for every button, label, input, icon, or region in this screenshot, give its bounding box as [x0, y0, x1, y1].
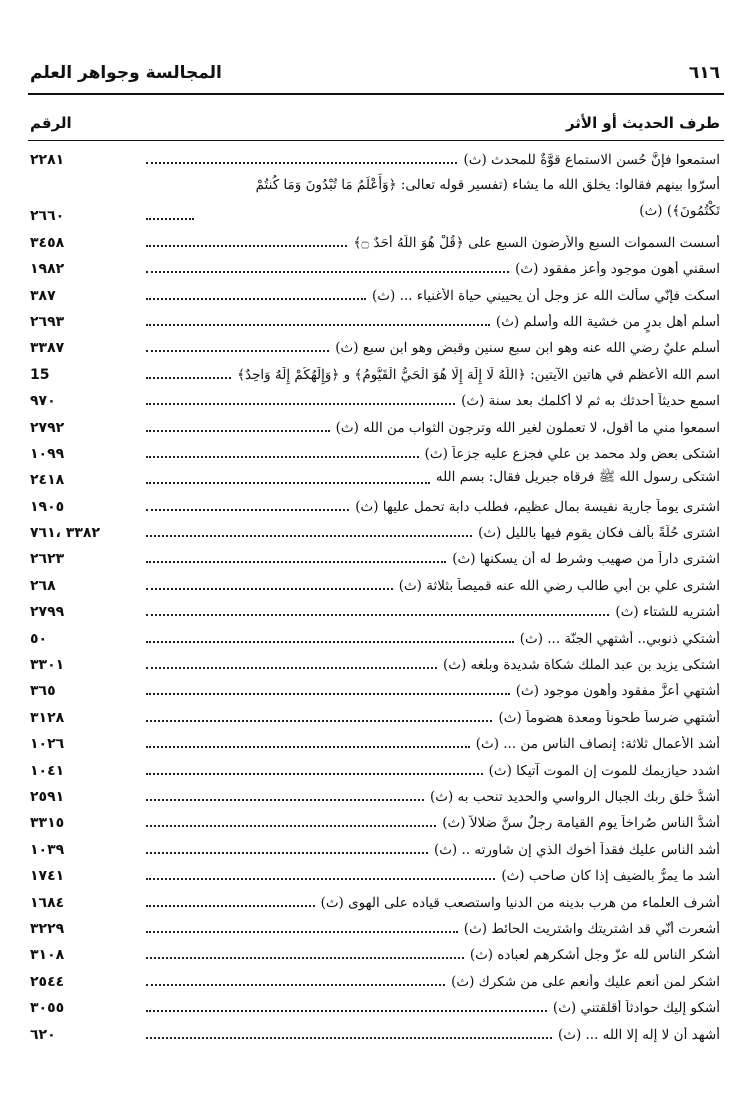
dot-leader — [146, 852, 428, 854]
index-entry — [30, 730, 720, 756]
dot-leader — [146, 614, 609, 616]
index-entry — [30, 809, 720, 835]
index-entry — [30, 308, 720, 334]
entry-text: اسقني أهون موجود وأعز مفقود (ث) — [515, 261, 720, 278]
entry-text: استمعوا فإنَّ حُسن الاستماع قوَّةٌ للمحدث (ث) — [463, 152, 720, 169]
entry-number: ١٩٠٥ — [30, 498, 65, 515]
entry-number: ٣٣٨٧ — [30, 340, 65, 357]
entry-number: ٣٣١٥ — [30, 815, 65, 832]
entry-number: ١٦٨٤ — [30, 894, 65, 911]
index-entry — [30, 387, 720, 413]
dot-leader — [146, 509, 349, 511]
index-entry — [30, 360, 720, 386]
dot-leader — [146, 667, 437, 669]
dot-leader — [146, 1037, 552, 1039]
index-entry — [30, 334, 720, 360]
dot-leader — [146, 1010, 547, 1012]
dot-leader — [146, 456, 419, 458]
dot-leader — [146, 957, 464, 959]
entry-number: ٦٢٠ — [30, 1026, 56, 1043]
entry-text: اشدد حيازيمك للموت إن الموت آتيكا (ث) — [488, 762, 720, 779]
entry-text: أشدُّ الناس صُراخاً يوم القيامة رجلٌ سنَّ ضلالاً (ث) — [442, 815, 720, 832]
entry-number: ٢٥٤٤ — [30, 973, 65, 990]
index-entry — [30, 994, 720, 1020]
dot-leader — [146, 535, 472, 537]
entry-text: اشترى حُلَّةً بألف فكان يقوم فيها بالليل (ث) — [478, 525, 720, 542]
entry-number: ٣٤٥٨ — [30, 234, 65, 251]
entry-text: أشد الأعمال ثلاثة: إنصاف الناس من ... (ث) — [475, 736, 720, 753]
index-entry — [30, 545, 720, 571]
dot-leader — [146, 245, 347, 247]
dot-leader — [146, 984, 445, 986]
dot-leader — [146, 271, 509, 273]
entry-text: اشتكى رسول الله ﷺ فرقاه جبريل فقال: بسم الله — [435, 469, 720, 486]
index-entry — [30, 413, 720, 439]
dot-leader — [146, 162, 457, 164]
entry-number: 15 — [30, 366, 50, 383]
column-number-label: الرقم — [30, 114, 72, 132]
entry-number: ٢٦٩٣ — [30, 313, 65, 330]
index-entry — [30, 146, 720, 172]
entry-number: ٣١٢٨ — [30, 709, 65, 726]
entry-text: أشعرت أنّي قد اشتريتك واشتريت الحائط (ث) — [463, 920, 720, 937]
entry-number: ٢٢٨١ — [30, 152, 65, 169]
dot-leader — [146, 430, 330, 432]
dot-leader — [146, 825, 436, 827]
index-entry — [30, 624, 720, 650]
index-entry — [30, 228, 720, 254]
dot-leader — [146, 561, 446, 563]
entry-text: أشكو إليك حوادثاً أقلقتني (ث) — [552, 1000, 720, 1017]
entry-text: اشترى علي بن أبي طالب رضي الله عنه قميصاً بثلاثة (ث) — [398, 577, 720, 594]
dot-leader — [146, 377, 231, 379]
entry-number: ٥٠ — [30, 630, 48, 647]
index-entry — [30, 651, 720, 677]
index-entry — [30, 756, 720, 782]
entry-number: ١٠٤١ — [30, 762, 65, 779]
dot-leader — [146, 588, 393, 590]
index-entry — [30, 281, 720, 307]
index-entry — [30, 492, 720, 518]
entry-number: ١٠٢٦ — [30, 736, 65, 753]
index-entries — [30, 146, 720, 1047]
column-rule — [28, 140, 724, 141]
entry-text: أشد الناس عليك فقداً أخوك الذي إن شاورته .. (ث) — [433, 841, 720, 858]
dot-leader — [146, 403, 455, 405]
entry-text: اسكت فإنّي سألت الله عز وجل أن يحييني حياة الأغنياء ... (ث) — [372, 287, 720, 304]
entry-number: ٣٣٠١ — [30, 657, 65, 674]
dot-leader — [146, 799, 424, 801]
entry-text: أُسست السموات السبع والأرضون السبع على ﴿قُلْ هُوَ اللَّهُ أَحَدٌ ۝﴾ — [353, 234, 720, 251]
index-entry — [30, 941, 720, 967]
entry-number: ٣١٠٨ — [30, 947, 65, 964]
index-entry — [30, 1020, 720, 1046]
entry-number: ٣٣٨٢ ،٧٦١ — [30, 525, 101, 542]
dot-leader — [146, 482, 430, 484]
index-entry — [30, 519, 720, 545]
index-entry — [30, 172, 720, 228]
book-title: المجالسة وجواهر العلم — [30, 63, 222, 83]
entry-text: أشدُّ خلق ربك الجبال الرواسي والحديد تنحب به (ث) — [430, 788, 720, 805]
index-entry — [30, 835, 720, 861]
entry-number: ٣٦٥ — [30, 683, 56, 700]
entry-text: أشتريه للشتاء (ث) — [615, 604, 720, 621]
entry-number: ٩٧٠ — [30, 393, 56, 410]
dot-leader — [146, 218, 194, 220]
entry-text: أشد ما يمرُّ بالضيف إذا كان صاحب (ث) — [501, 868, 720, 885]
dot-leader — [146, 773, 483, 775]
entry-number: ٢٧٩٩ — [30, 604, 65, 621]
entry-text: أسلم أهل بدرٍ من خشية الله وأسلم (ث) — [495, 313, 720, 330]
entry-text: أشكر الناس لله عزّ وجل أشكرهم لعباده (ث) — [469, 947, 720, 964]
dot-leader — [146, 641, 514, 643]
index-entry — [30, 571, 720, 597]
entry-text: اشترى يوماً جارية نفيسة بمال عظيم، فطلب دابة تحمل عليها (ث) — [355, 498, 720, 515]
entry-text: أشهد أن لا إله إلا الله ... (ث) — [557, 1026, 720, 1043]
index-entry — [30, 677, 720, 703]
index-entry — [30, 783, 720, 809]
index-entry — [30, 598, 720, 624]
entry-text: اسمعوا مني ما أقول، لا تعملون لغير الله وترجون الثواب من الله (ث) — [335, 419, 720, 436]
entry-number: ١٩٨٢ — [30, 261, 65, 278]
entry-text: أشتهي أعزَّ مفقود وأهون موجود (ث) — [515, 683, 720, 700]
dot-leader — [146, 720, 492, 722]
page-number: ٦١٦ — [688, 63, 720, 83]
entry-number: ٣٠٥٥ — [30, 1000, 65, 1017]
entry-number: ٢٤١٨ — [30, 472, 65, 489]
dot-leader — [146, 324, 490, 326]
entry-text: أسلم عليٌ رضي الله عنه وهو ابن سبع سنين وقبض وهو ابن سبع (ث) — [335, 340, 720, 357]
entry-text: اشترى داراً من صهيب وشرط له أن يسكنها (ث) — [452, 551, 720, 568]
header-rule — [28, 93, 724, 95]
dot-leader — [146, 693, 510, 695]
dot-leader — [146, 878, 495, 880]
entry-number: ٢٧٩٢ — [30, 419, 65, 436]
entry-text: اشتكى يزيد بن عبد الملك شكاة شديدة وبلغه (ث) — [443, 657, 720, 674]
dot-leader — [146, 350, 329, 352]
entry-text: أسرّوا بينهم فقالوا: يخلق الله ما يشاء (تفسير قوله تعالى: ﴿وَأَعْلَمُ مَا تُبْدُونَ وَمَا كُنتُمْ تَكْتُمُونَ﴾) (ث) — [255, 177, 720, 220]
dot-leader — [146, 746, 470, 748]
entry-number: ٣٨٧ — [30, 287, 56, 304]
entry-number: ٣٢٢٩ — [30, 920, 65, 937]
entry-text: أشرف العلماء من هرب بدينه من الدنيا واستصعب قياده على الهوى (ث) — [320, 894, 720, 911]
index-entry — [30, 466, 720, 492]
entry-text: اسمع حديثاً أحدثك به ثم لا أكلمك بعد سنة (ث) — [461, 393, 720, 410]
index-entry — [30, 440, 720, 466]
entry-number: ١٧٤١ — [30, 868, 65, 885]
column-text-label: طرف الحديث أو الأثر — [565, 114, 720, 132]
dot-leader — [146, 905, 315, 907]
index-entry — [30, 862, 720, 888]
column-headers — [30, 110, 720, 136]
entry-number: ٢٦٨ — [30, 577, 56, 594]
running-header — [30, 58, 720, 88]
entry-text: أشتكي ذنوبي.. أشتهي الجنّة ... (ث) — [519, 630, 720, 647]
index-entry — [30, 255, 720, 281]
entry-number: ٢٦٢٣ — [30, 551, 65, 568]
index-entry — [30, 703, 720, 729]
entry-text: أشتهي ضرساً طحوناً ومعدة هضوماً (ث) — [498, 709, 720, 726]
index-entry — [30, 888, 720, 914]
index-entry — [30, 915, 720, 941]
entry-text: اشكر لمن أنعم عليك وأنعم على من شكرك (ث) — [451, 973, 720, 990]
index-entry — [30, 967, 720, 993]
entry-number: ٢٥٩١ — [30, 788, 65, 805]
dot-leader — [146, 931, 458, 933]
entry-text: اسم الله الأعظم في هاتين الآيتين: ﴿اللَّهُ لَا إِلَٰهَ إِلَّا هُوَ الْحَيُّ الْقَيُّومُ﴾ و ﴿وَإِلَٰهُكُمْ إِلَٰهٌ وَاحِدٌ﴾ — [237, 366, 720, 383]
entry-number: ١٠٩٩ — [30, 445, 65, 462]
dot-leader — [146, 298, 366, 300]
entry-number: ١٠٣٩ — [30, 841, 65, 858]
entry-number: ٢٦٦٠ — [30, 208, 65, 225]
entry-text: اشتكى بعض ولد محمد بن علي فجزع عليه جزعاً (ث) — [424, 445, 720, 462]
